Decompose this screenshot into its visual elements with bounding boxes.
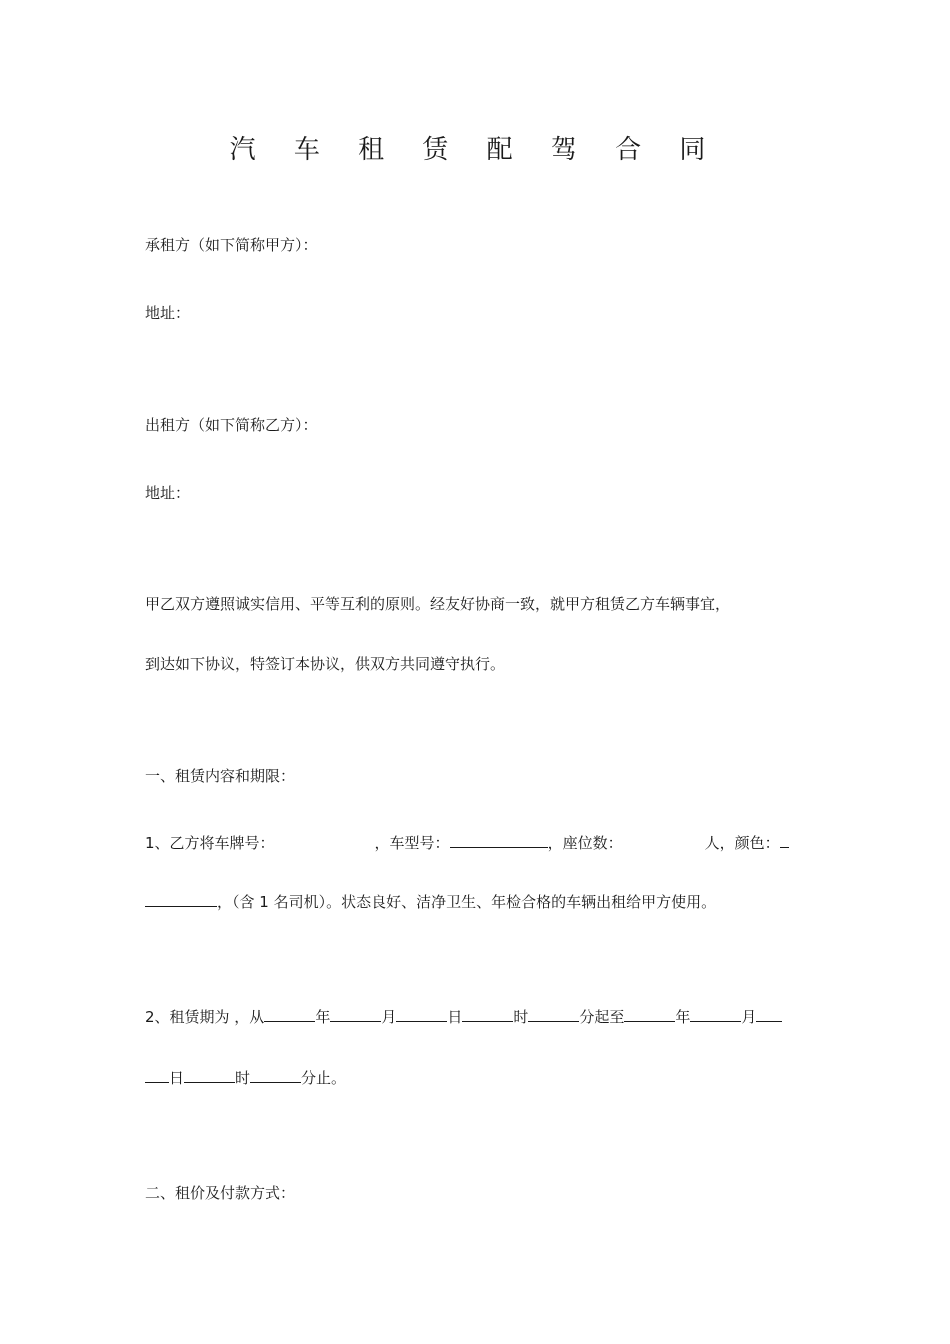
- to-month-blank: [690, 1007, 741, 1022]
- from-minute-label: 分起至: [579, 1008, 625, 1026]
- preamble-line-1: 甲乙双方遵照诚实信用、平等互利的原则。经友好协商一致，就甲方租赁乙方车辆事宜，: [145, 595, 731, 613]
- section-2-heading: 二、租价及付款方式：: [145, 1184, 296, 1202]
- to-year-blank: [624, 1007, 675, 1022]
- clause-1-persons-label: 人，颜色：: [704, 834, 780, 852]
- clause-1-model-label: ，车型号：: [374, 834, 450, 852]
- from-day-label: 日: [447, 1008, 463, 1026]
- lessor-label: 出租方（如下简称乙方）：: [145, 416, 318, 434]
- to-year-label: 年: [675, 1008, 691, 1026]
- clause-1-line-1: [145, 832, 789, 854]
- clause-2-prefix: 2、租赁期为 ，从: [145, 1008, 265, 1026]
- from-hour-blank: [462, 1007, 513, 1022]
- to-day-label: 日: [169, 1069, 185, 1087]
- lessee-address-label: 地址：: [145, 304, 191, 322]
- to-minute-blank: [250, 1068, 301, 1083]
- to-minute-label: 分止。: [301, 1069, 347, 1087]
- to-hour-blank: [184, 1068, 235, 1083]
- clause-2-line-2: [145, 1067, 346, 1089]
- to-day-blank: [145, 1068, 169, 1083]
- to-day-blank-start: [756, 1007, 782, 1022]
- to-hour-label: 时: [235, 1069, 251, 1087]
- color-blank-start: [780, 833, 789, 848]
- contract-title: 汽 车 租 赁 配 驾 合 同: [229, 135, 721, 165]
- lessor-address-label: 地址：: [145, 484, 191, 502]
- section-1-heading: 一、租赁内容和期限：: [145, 767, 296, 785]
- from-hour-label: 时: [513, 1008, 529, 1026]
- to-month-label: 月: [741, 1008, 757, 1026]
- from-month-blank: [330, 1007, 381, 1022]
- clause-1-line-2: [145, 891, 716, 913]
- from-year-blank: [264, 1007, 315, 1022]
- model-blank: [450, 833, 548, 848]
- from-year-label: 年: [315, 1008, 331, 1026]
- from-month-label: 月: [381, 1008, 397, 1026]
- preamble-line-2: 到达如下协议，特签订本协议，供双方共同遵守执行。: [145, 655, 506, 673]
- clause-2-line-1: [145, 1006, 782, 1028]
- clause-1-line-2-text: ，（含 1 名司机）。状态良好、洁净卫生、年检合格的车辆出租给甲方使用。: [217, 893, 717, 911]
- color-blank: [145, 892, 217, 907]
- from-minute-blank: [528, 1007, 579, 1022]
- clause-1-seats-label: ，座位数：: [547, 834, 623, 852]
- clause-1-prefix: 1、乙方将车牌号：: [145, 834, 275, 852]
- from-day-blank: [396, 1007, 447, 1022]
- lessee-label: 承租方（如下简称甲方）：: [145, 236, 318, 254]
